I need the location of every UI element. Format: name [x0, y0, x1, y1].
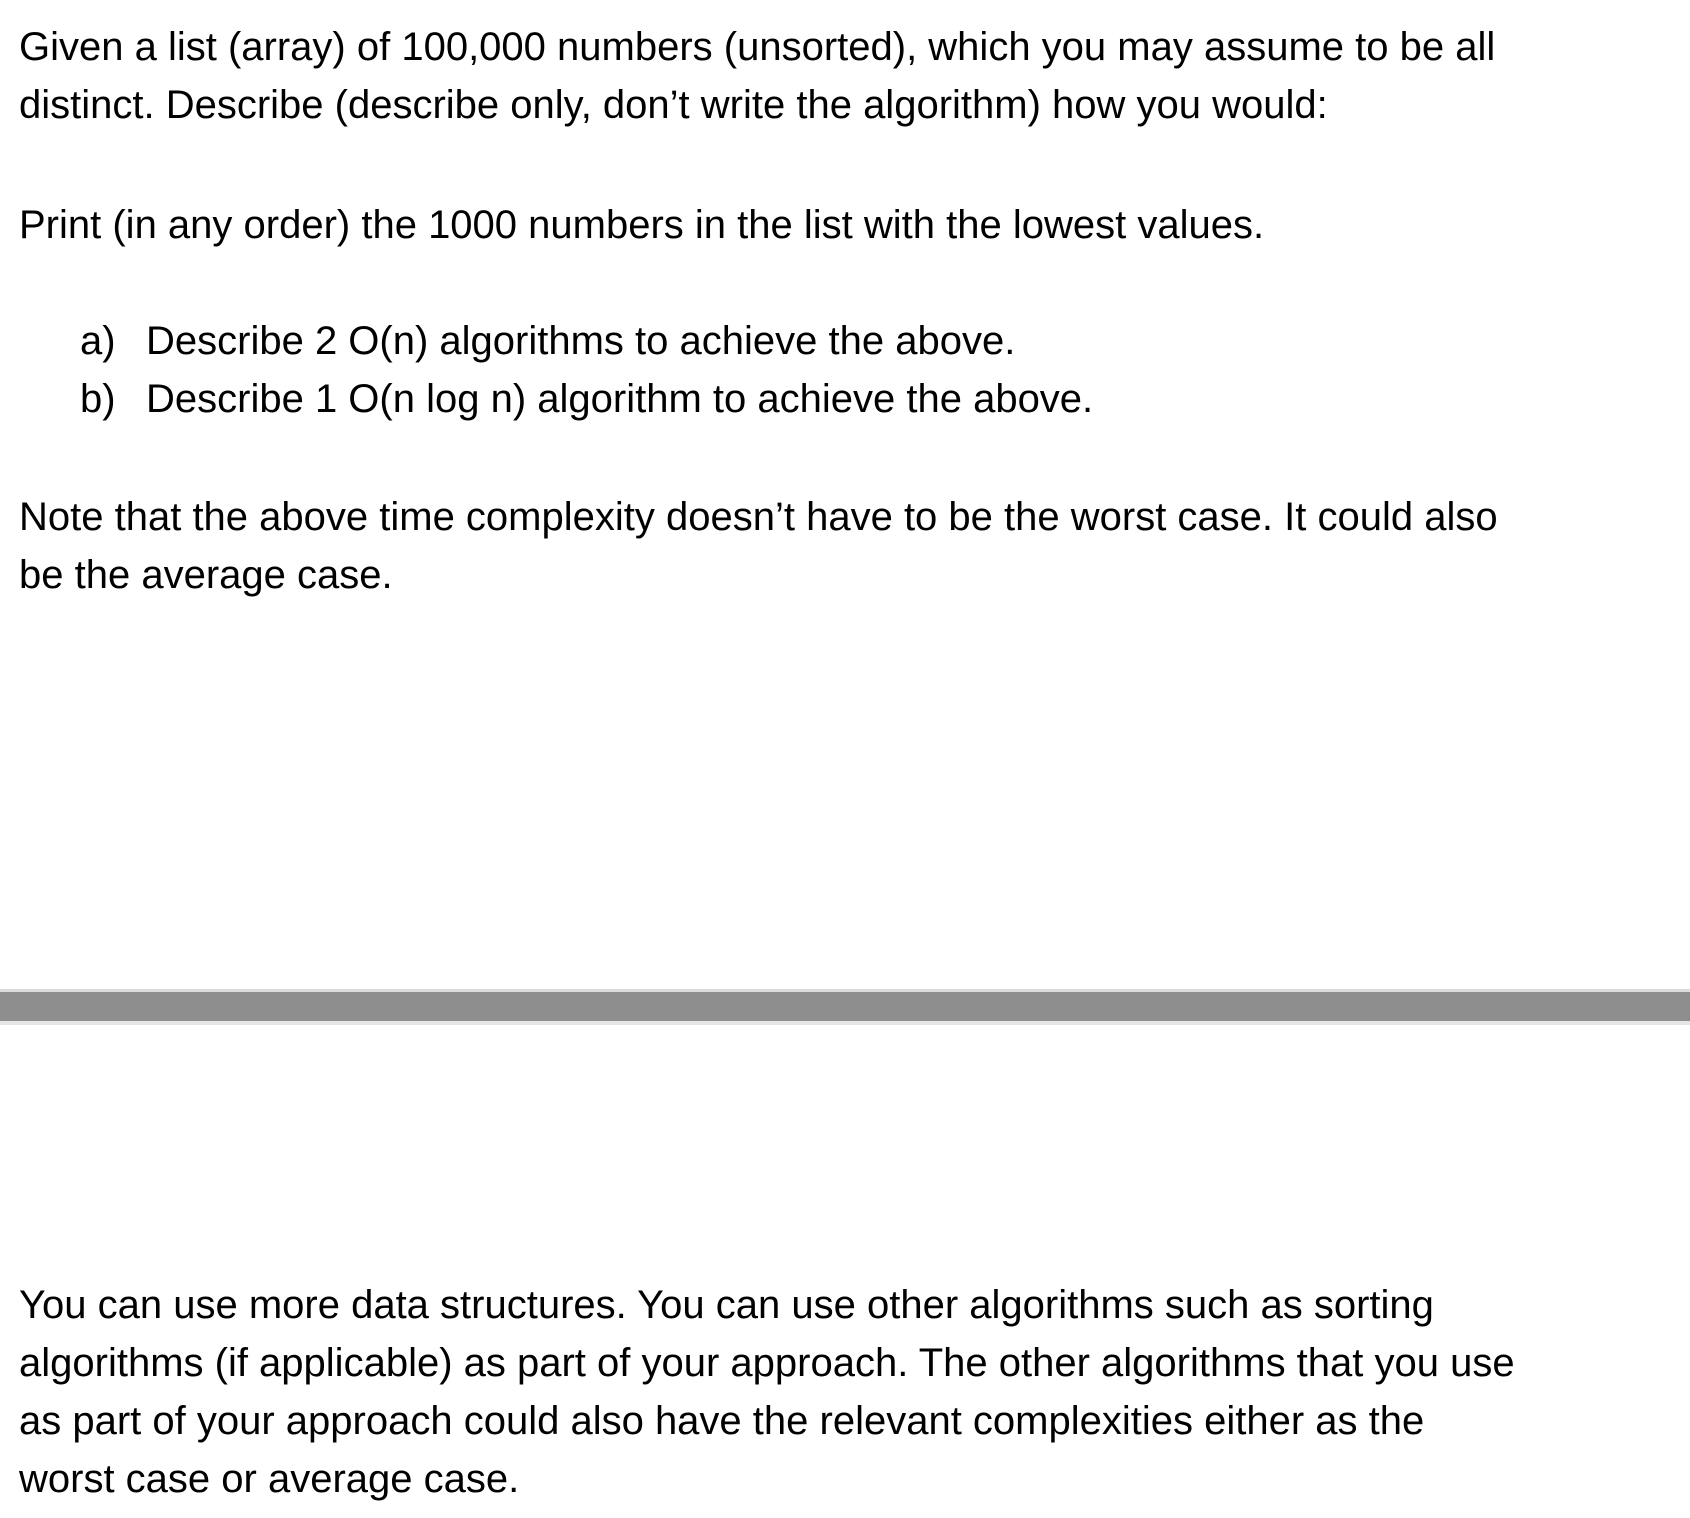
extra-line-3: as part of your approach could also have the relevant complexities either as the	[19, 1399, 1425, 1443]
page-divider	[0, 989, 1690, 1025]
intro-line-2: distinct. Describe (describe only, don’t write the algorithm) how you would:	[19, 83, 1328, 127]
intro-line-1: Given a list (array) of 100,000 numbers (unsorted), which you may assume to be all	[19, 25, 1496, 69]
extra-line-2: algorithms (if applicable) as part of your approach. The other algorithms that you use	[19, 1341, 1515, 1385]
task-statement: Print (in any order) the 1000 numbers in the list with the lowest values.	[19, 203, 1265, 247]
note-line-2: be the average case.	[19, 553, 393, 597]
extra-line-4: worst case or average case.	[19, 1457, 520, 1501]
part-b-marker: b)	[80, 377, 116, 421]
extra-paragraph	[19, 1276, 1515, 1508]
intro-paragraph	[19, 18, 1495, 134]
part-a-text: Describe 2 O(n) algorithms to achieve the above.	[146, 319, 1016, 363]
list-item	[80, 312, 1093, 370]
list-item	[80, 370, 1093, 428]
part-a-marker: a)	[80, 319, 116, 363]
extra-line-1: You can use more data structures. You can use other algorithms such as sorting	[19, 1283, 1434, 1327]
question-parts-list	[80, 312, 1093, 428]
note-line-1: Note that the above time complexity doesn’t have to be the worst case. It could also	[19, 495, 1498, 539]
part-b-text: Describe 1 O(n log n) algorithm to achieve the above.	[146, 377, 1094, 421]
note-paragraph	[19, 488, 1498, 604]
